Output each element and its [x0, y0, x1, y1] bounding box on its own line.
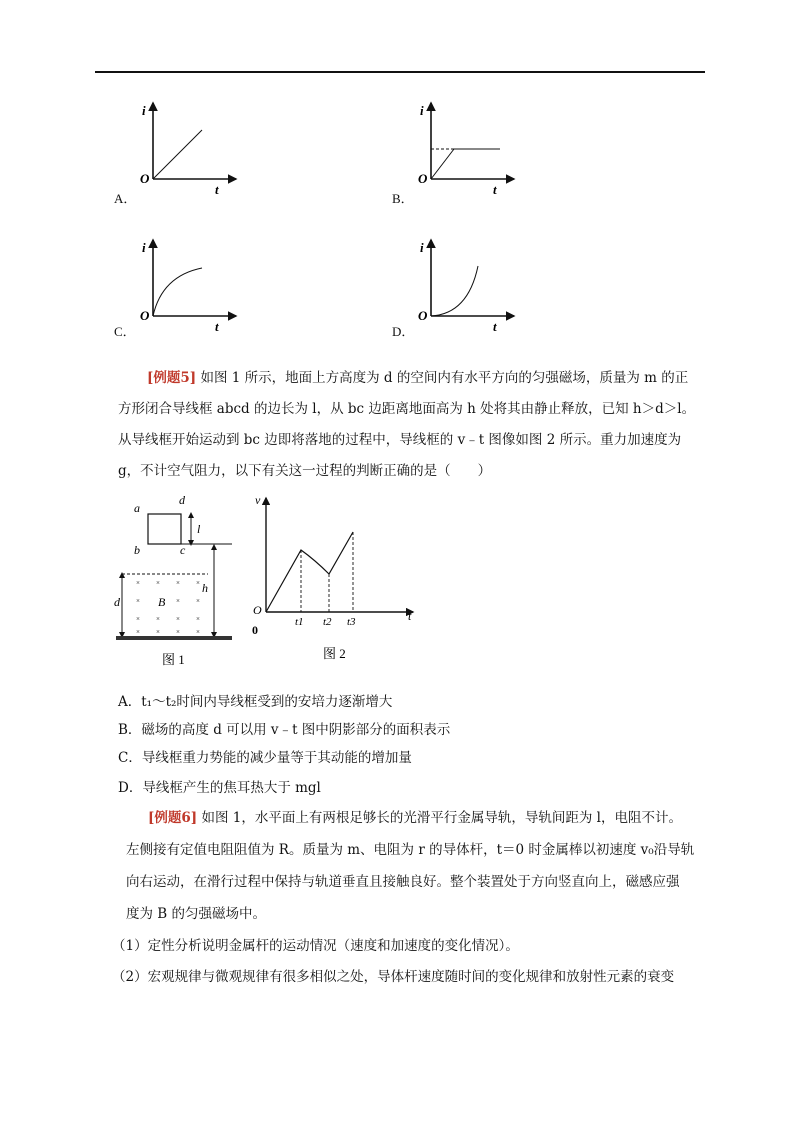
fig2-caption: 图 2 — [323, 646, 346, 661]
header-rule — [95, 71, 705, 73]
svg-text:×: × — [136, 628, 140, 636]
figure-1 — [112, 488, 240, 668]
option-b-label: B． — [392, 191, 414, 206]
fig2-tick-t2: t2 — [323, 616, 332, 628]
svg-text:×: × — [196, 597, 200, 605]
option-d-label: D． — [392, 324, 415, 339]
example5-tag: [例题5] — [147, 370, 197, 386]
graph-option-b — [418, 95, 528, 195]
svg-text:×: × — [176, 597, 180, 605]
field-cross-marks — [136, 579, 200, 636]
fig2-origin: O — [253, 603, 262, 617]
fig1-label-d: d — [179, 493, 185, 507]
choice-b: B．磁场的高度 d 可以用 v﹣t 图中阴影部分的面积表示 — [118, 722, 451, 738]
axis-x-label: t — [493, 319, 497, 332]
choice-a: A．t₁～t₂时间内导线框受到的安培力逐渐增大 — [118, 694, 393, 710]
choice-c: C．导线框重力势能的减少量等于其动能的增加量 — [118, 750, 412, 766]
example6-line4: 度为 B 的匀强磁场中。 — [126, 906, 267, 922]
fig1-label-c: c — [180, 543, 186, 557]
svg-text:×: × — [156, 579, 160, 587]
graph-option-a — [140, 95, 240, 195]
fig1-caption: 图 1 — [162, 652, 185, 667]
fig1-label-l: l — [197, 522, 201, 536]
choice-d: D．导线框产生的焦耳热大于 mgl — [118, 780, 321, 796]
fig1-label-d-mag: d — [114, 595, 120, 609]
example5-line3: 从导线框开始运动到 bc 边即将落地的过程中，导线框的 v﹣t 图像如图 2 所示。重力加速度为 — [118, 432, 682, 448]
example6-q1: （1）定性分析说明金属杆的运动情况（速度和加速度的变化情况）。 — [112, 938, 519, 954]
svg-text:×: × — [196, 579, 200, 587]
fig1-label-b: b — [134, 543, 140, 557]
svg-text:×: × — [176, 579, 180, 587]
svg-text:×: × — [136, 597, 140, 605]
svg-text:×: × — [156, 628, 160, 636]
axis-y-label: i — [142, 103, 146, 118]
axis-y-label: i — [420, 103, 424, 118]
fig1-label-B: B — [158, 595, 166, 609]
axis-y-label: i — [142, 240, 146, 255]
axis-x-label: t — [493, 182, 497, 195]
vt-curve — [266, 532, 353, 612]
svg-text:×: × — [196, 628, 200, 636]
example6-tag: [例题6] — [148, 810, 198, 826]
svg-text:×: × — [136, 615, 140, 623]
option-c-label: C． — [114, 324, 136, 339]
fig2-axis-t: t — [408, 609, 412, 623]
example6-line2: 左侧接有定值电阻阻值为 R。质量为 m、电阻为 r 的导体杆，t＝0 时金属棒以初速度 v₀沿导轨 — [126, 842, 695, 858]
fig1-label-h: h — [202, 581, 208, 595]
example6-text-1: 如图 1，水平面上有两根足够长的光滑平行金属导轨，导轨间距为 l，电阻不计。 — [201, 810, 682, 826]
origin-label: O — [418, 171, 428, 186]
example5-line2: 方形闭合导线框 abcd 的边长为 l，从 bc 边距离地面高为 h 处将其由静止释放，已知 h＞d＞l。 — [118, 401, 696, 417]
axis-x-label: t — [215, 319, 219, 332]
origin-label: O — [140, 171, 150, 186]
fig2-zero: 0 — [252, 623, 258, 637]
graph-option-d — [418, 232, 528, 332]
axis-x-label: t — [215, 182, 219, 195]
fig1-label-a: a — [134, 501, 140, 515]
figure-2 — [245, 488, 420, 668]
axis-y-label: i — [420, 240, 424, 255]
svg-text:×: × — [136, 579, 140, 587]
origin-label: O — [418, 308, 428, 323]
origin-label: O — [140, 308, 150, 323]
example6-line3: 向右运动，在滑行过程中保持与轨道垂直且接触良好。整个装置处于方向竖直向上，磁感应强 — [126, 874, 680, 890]
svg-text:×: × — [156, 615, 160, 623]
option-a-label: A． — [114, 191, 137, 206]
example5-line1 — [147, 366, 688, 386]
example5-text-1: 如图 1 所示，地面上方高度为 d 的空间内有水平方向的匀强磁场，质量为 m 的正 — [200, 370, 689, 386]
fig2-axis-v: v — [255, 493, 261, 507]
svg-text:×: × — [196, 615, 200, 623]
svg-text:×: × — [176, 628, 180, 636]
svg-text:×: × — [176, 615, 180, 623]
example6-line1 — [148, 806, 682, 826]
fig2-tick-t3: t3 — [347, 616, 356, 628]
example5-line4: g，不计空气阻力，以下有关这一过程的判断正确的是（ ） — [118, 463, 492, 479]
graph-option-c — [140, 232, 240, 332]
fig2-tick-t1: t1 — [295, 616, 304, 628]
example6-q2: （2）宏观规律与微观规律有很多相似之处，导体杆速度随时间的变化规律和放射性元素的衰变 — [112, 969, 675, 985]
